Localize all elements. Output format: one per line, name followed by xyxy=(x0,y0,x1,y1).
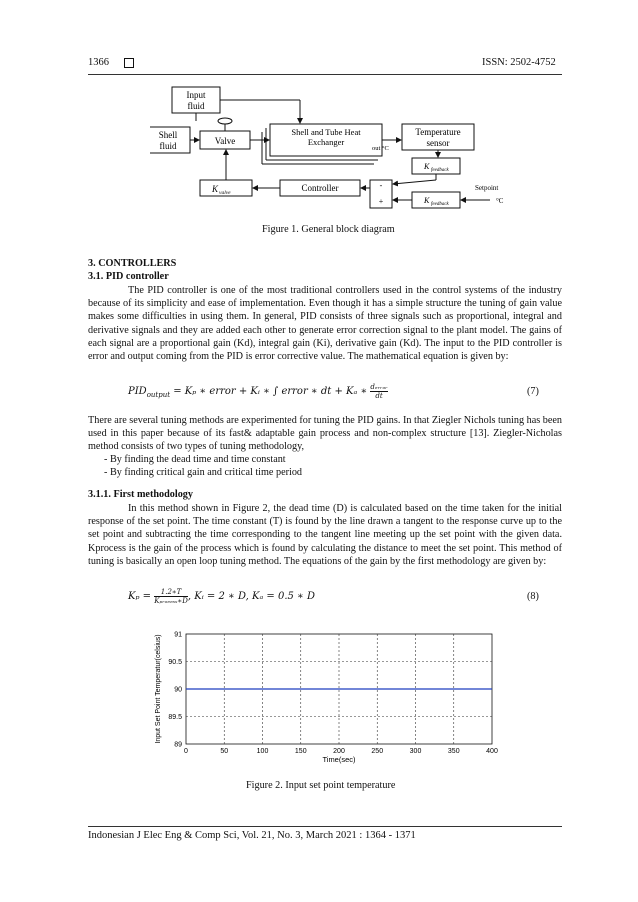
x-tick-label: 100 xyxy=(256,748,269,755)
svg-text:K: K xyxy=(212,184,219,194)
svg-text:valve: valve xyxy=(219,190,231,196)
input-fluid-line2: fluid xyxy=(187,101,205,111)
x-axis-label: Time(sec) xyxy=(322,755,356,764)
equation-7-number: (7) xyxy=(527,386,539,397)
y-tick-label: 89 xyxy=(174,741,182,749)
valve-handle-icon xyxy=(218,118,232,124)
svg-text:feedback: feedback xyxy=(431,168,449,173)
y-tick-label: 89.5 xyxy=(168,714,182,721)
bullet-item: - By finding critical gain and critical time period xyxy=(104,467,303,478)
shell-fluid-line1: Shell xyxy=(158,130,178,140)
exchanger-line2: Exchanger xyxy=(307,137,345,147)
section-3-heading: 3. CONTROLLERS xyxy=(88,258,177,269)
x-tick-label: 400 xyxy=(486,748,498,755)
svg-text:-: - xyxy=(379,181,383,190)
out-temp-label: out °C xyxy=(372,145,389,152)
para-first-method: In this method shown in Figure 2, the dead time (D) is calculated based on the time taken for the initial response of the set point. The time constant (T) is found by the line drawn a tangent to the response curve up to the set point and subtracting the time corresponding to the tangent line meeting up the set point with the given data. Kprocess is the gain of the process which is found by calculating the distance to meet the set point. This method of tuning is basically an open loop tuning method. The equations of the gain by the first methodology are given by: xyxy=(88,503,562,567)
y-axis-label: Input Set Point Temperatur(celsius) xyxy=(155,634,162,744)
equation-8-number: (8) xyxy=(527,591,539,602)
x-tick-label: 350 xyxy=(447,748,460,755)
x-tick-label: 50 xyxy=(220,748,229,755)
svg-text:K: K xyxy=(424,162,430,171)
setpoint-unit: °C xyxy=(496,197,504,205)
sensor-line1: Temperature xyxy=(415,127,461,137)
footer-citation: Indonesian J Elec Eng & Comp Sci, Vol. 21, No. 3, March 2021 : 1364 - 1371 xyxy=(88,830,416,841)
square-icon xyxy=(124,58,134,68)
setpoint-chart xyxy=(150,628,510,779)
svg-text:+: + xyxy=(378,197,384,206)
x-tick-label: 200 xyxy=(333,748,345,755)
x-tick-label: 300 xyxy=(409,748,422,755)
section-3-1-heading: 3.1. PID controller xyxy=(88,271,169,282)
para-pid: The PID controller is one of the most traditional controllers used in the control systems of the industry because of its simplicity and ease of implementation. Even though it has a simple structure the tuning of gain value makes some difficulties in using them. In general, PID consists of three signals such as proportional, integral and derivative signals and they are added each other to generate error correction signal to the plant model. The gains of each signal are a proportional gain (Kd), integral gain (Ki), derivative gain (Kd). The input to the PID controller is error and output coming from the PID is error corrective value. The mathematical equation is given by: xyxy=(88,285,562,363)
equation-8: Kₚ = 1.2∗T Kₚᵣₒₑₑₛₛ∗D , Kᵢ = 2 ∗ D, Kₐ = 0.5 ∗ D xyxy=(128,588,316,605)
issn: ISSN: 2502-4752 xyxy=(482,57,556,68)
shell-fluid-line2: fluid xyxy=(159,141,177,151)
x-tick-label: 0 xyxy=(184,748,188,755)
figure1-caption: Figure 1. General block diagram xyxy=(262,224,395,235)
y-tick-label: 90 xyxy=(174,686,182,694)
svg-text:K: K xyxy=(424,196,430,205)
bullet-item: - By finding the dead time and time constant xyxy=(104,454,286,465)
svg-text:feedback: feedback xyxy=(431,202,449,207)
figure2-caption: Figure 2. Input set point temperature xyxy=(246,780,396,791)
valve-label: Valve xyxy=(214,136,236,146)
y-tick-label: 91 xyxy=(174,631,182,639)
block-diagram xyxy=(150,84,520,216)
y-tick-label: 90.5 xyxy=(168,659,182,666)
para-tuning: There are several tuning methods are experimented for tuning the PID gains. In that Ziegler Nichols tuning has been used in this paper because of its fast& adaptable gain process and non-complex structure [13]. Ziegler-Nicholas method consists of two types of tuning methodology, xyxy=(88,415,562,453)
input-fluid-line1: Input xyxy=(186,90,206,100)
equation-7: $PID_{output} = K_p$ ∗ error + Kᵢ ∗ ∫ error ∗ dt + Kₐ ∗ dₑᵣᵣₒᵣ dt xyxy=(128,383,388,400)
exchanger-line1: Shell and Tube Heat xyxy=(291,127,361,137)
x-tick-label: 150 xyxy=(294,748,307,755)
setpoint-label: Setpoint xyxy=(475,184,499,192)
x-tick-label: 250 xyxy=(371,748,384,755)
controller-label: Controller xyxy=(301,183,339,193)
header-rule xyxy=(88,74,562,75)
page-number: 1366 xyxy=(88,57,109,68)
footer-rule xyxy=(88,826,562,827)
sensor-line2: sensor xyxy=(426,138,450,148)
section-3-1-1-heading: 3.1.1. First methodology xyxy=(88,489,193,500)
